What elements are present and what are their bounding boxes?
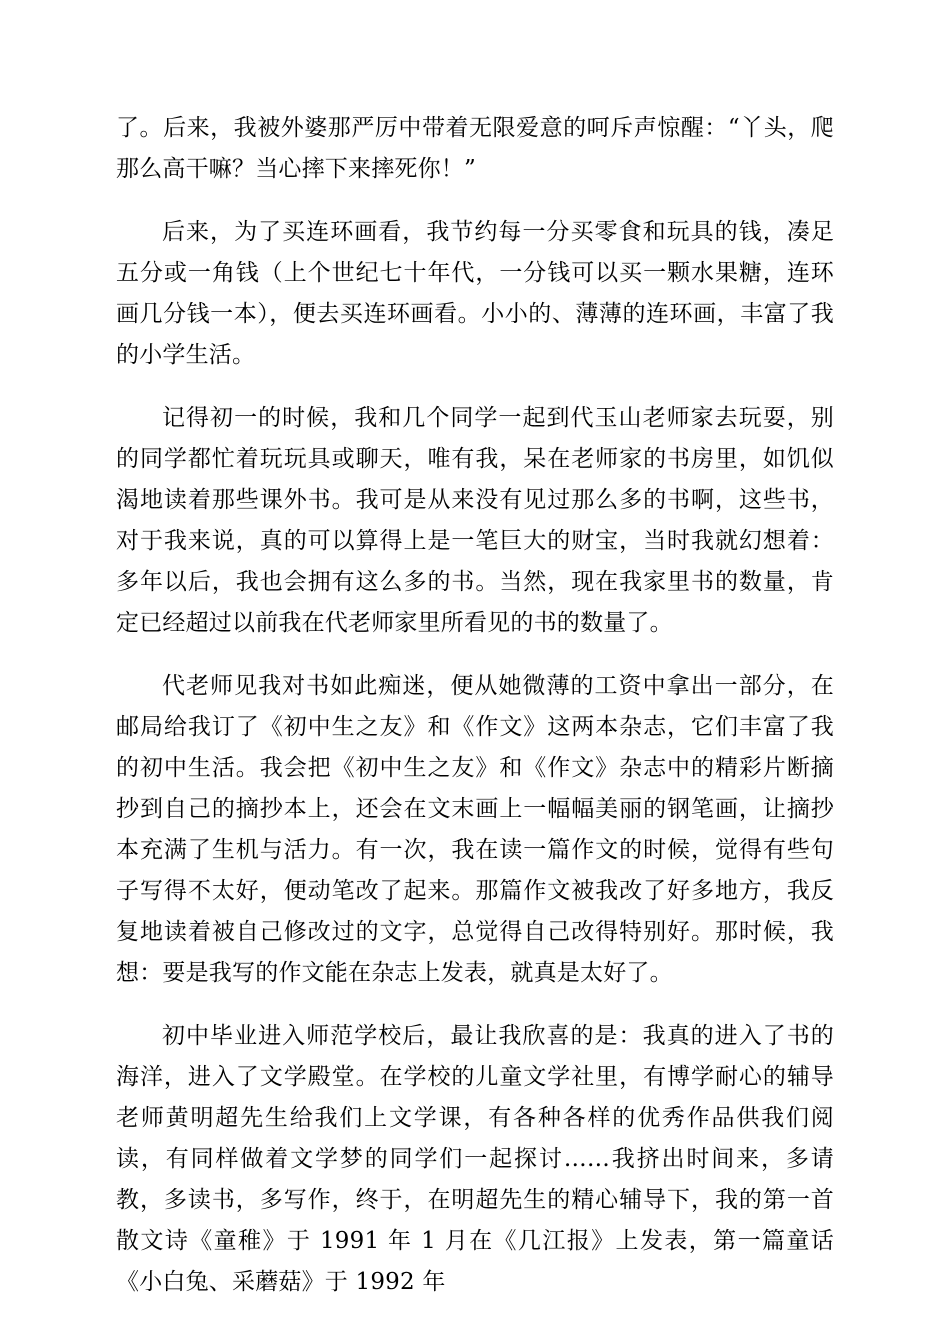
paragraph-2: 后来，为了买连环画看，我节约每一分买零食和玩具的钱，凑足五分或一角钱（上个世纪七十年代，一分钱可以买一颗水果糖，连环画几分钱一本），便去买连环画看。小小的、薄薄的连环画，丰富了我的小学生活。 xyxy=(116,219,834,368)
paragraph-4: 代老师见我对书如此痴迷，便从她微薄的工资中拿出一部分，在邮局给我订了《初中生之友》和《作文》这两本杂志，它们丰富了我的初中生活。我会把《初中生之友》和《作文》杂志中的精彩片断摘抄到自己的摘抄本上，还会在文末画上一幅幅美丽的钢笔画，让摘抄本充满了生机与活力。有一次，我在读一篇作文的时候，觉得有些句子写得不太好，便动笔改了起来。那篇作文被我改了好多地方，我反复地读着被自己修改过的文字，总觉得自己改得特别好。那时候，我想：要是我写的作文能在杂志上发表，就真是太好了。 xyxy=(116,673,834,986)
paragraph-1: 了。后来，我被外婆那严厉中带着无限爱意的呵斥声惊醒：“丫头，爬那么高干嘛？当心摔下来摔死你！” xyxy=(116,115,834,182)
body-text xyxy=(116,108,834,1325)
paragraph-3: 记得初一的时候，我和几个同学一起到代玉山老师家去玩耍，别的同学都忙着玩玩具或聊天，唯有我，呆在老师家的书房里，如饥似渴地读着那些课外书。我可是从来没有见过那么多的书啊，这些书，对于我来说，真的可以算得上是一笔巨大的财宝，当时我就幻想着：多年以后，我也会拥有这么多的书。当然，现在我家里书的数量，肯定已经超过以前我在代老师家里所看见的书的数量了。 xyxy=(116,405,834,636)
paragraph-5: 初中毕业进入师范学校后，最让我欣喜的是：我真的进入了书的海洋，进入了文学殿堂。在学校的儿童文学社里，有博学耐心的辅导老师黄明超先生给我们上文学课，有各种各样的优秀作品供我们阅读，有同样做着文学梦的同学们一起探讨……我挤出时间来，多请教，多读书，多写作，终于，在明超先生的精心辅导下，我的第一首散文诗《童稚》于 1991 年 1 月在《几江报》上发表，第一篇童话《小白兔、采蘑菇》于 1992 年 xyxy=(116,1023,834,1295)
